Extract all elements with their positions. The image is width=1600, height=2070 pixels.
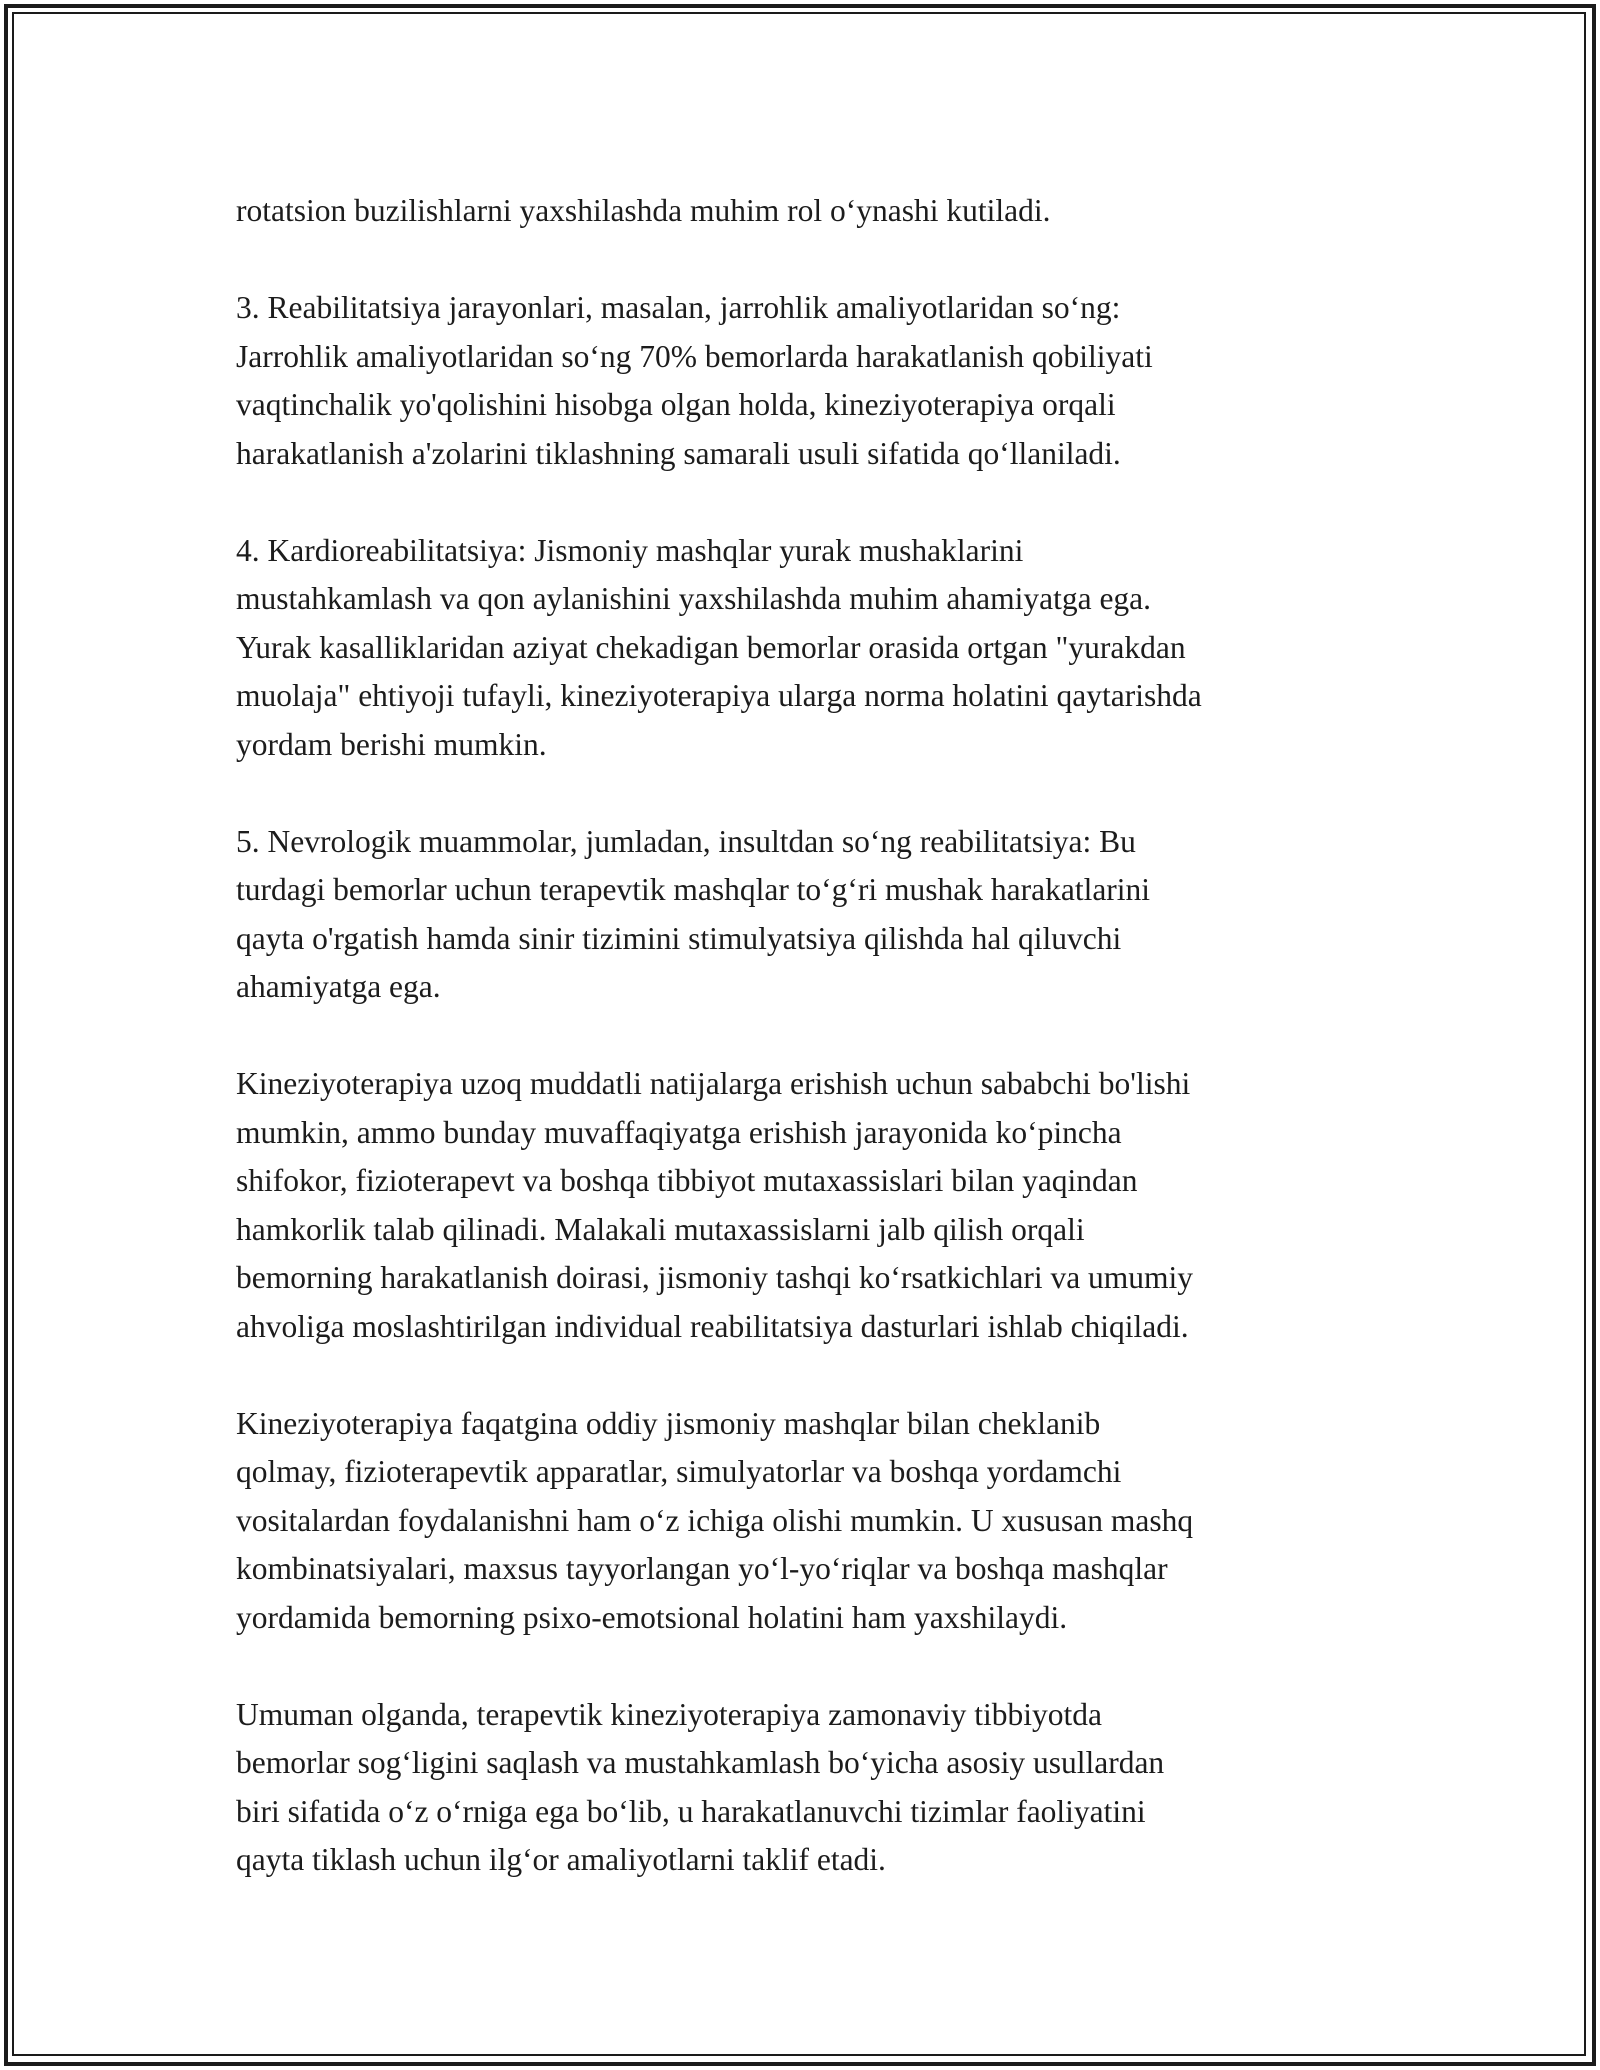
paragraph-continuation: rotatsion buzilishlarni yaxshilashda muhim rol o‘ynashi kutiladi. xyxy=(236,193,1051,228)
paragraph-item-4-cardiorehabilitation: 4. Kardioreabilitatsiya: Jismoniy mashqlar yurak mushaklarini mustahkamlash va qon aylanishini yaxshilashda muhim ahamiyatga ega. Yurak kasalliklaridan aziyat chekadigan bemorlar orasida ortgan "yurakdan muolaja" ehtiyoji tufayli, kineziyoterapiya ularga norma holatini qaytarishda yordam berishi mumkin. xyxy=(236,532,1202,762)
paragraph-item-3-rehabilitation: 3. Reabilitatsiya jarayonlari, masalan, jarrohlik amaliyotlaridan so‘ng: Jarrohlik amaliyotlaridan so‘ng 70% bemorlarda harakatlanish qobiliyati vaqtinchalik yo'qolishini hisobga olgan holda, kineziyoterapiya orqali harakatlanish a'zolarini tiklashning samarali usuli sifatida qo‘llaniladi. xyxy=(236,290,1153,471)
paragraph-item-5-neurological: 5. Nevrologik muammolar, jumladan, insultdan so‘ng reabilitatsiya: Bu turdagi bemorlar uchun terapevtik mashqlar to‘g‘ri mushak harakatlarini qayta o'rgatish hamda sinir tizimini stimulyatsiya qilishda hal qiluvchi ahamiyatga ega. xyxy=(236,823,1151,1004)
paragraph-conclusion: Umuman olganda, terapevtik kineziyoterapiya zamonaviy tibbiyotda bemorlar sog‘ligini saqlash va mustahkamlash bo‘yicha asosiy usullardan biri sifatida o‘z o‘rniga ega bo‘lib, u harakatlanuvchi tizimlar faoliyatini qayta tiklash uchun ilg‘or amaliyotlarni taklif etadi. xyxy=(236,1696,1165,1877)
paragraph-equipment: Kineziyoterapiya faqatgina oddiy jismoniy mashqlar bilan cheklanib qolmay, fizioterapevtik apparatlar, simulyatorlar va boshqa yordamchi vositalardan foydalanishni ham o‘z ichiga olishi mumkin. U xususan mashq kombinatsiyalari, maxsus tayyorlangan yo‘l-yo‘riqlar va boshqa mashqlar yordamida bemorning psixo-emotsional holatini ham yaxshilaydi. xyxy=(236,1405,1194,1635)
document-body xyxy=(236,187,1376,1885)
paragraph-long-term-results: Kineziyoterapiya uzoq muddatli natijalarga erishish uchun sababchi bo'lishi mumkin, ammo bunday muvaffaqiyatga erishish jarayonida ko‘pincha shifokor, fizioterapevt va boshqa tibbiyot mutaxassislari bilan yaqindan hamkorlik talab qilinadi. Malakali mutaxassislarni jalb qilish orqali bemorning harakatlanish doirasi, jismoniy tashqi ko‘rsatkichlari va umumiy ahvoliga moslashtirilgan individual reabilitatsiya dasturlari ishlab chiqiladi. xyxy=(236,1066,1194,1344)
